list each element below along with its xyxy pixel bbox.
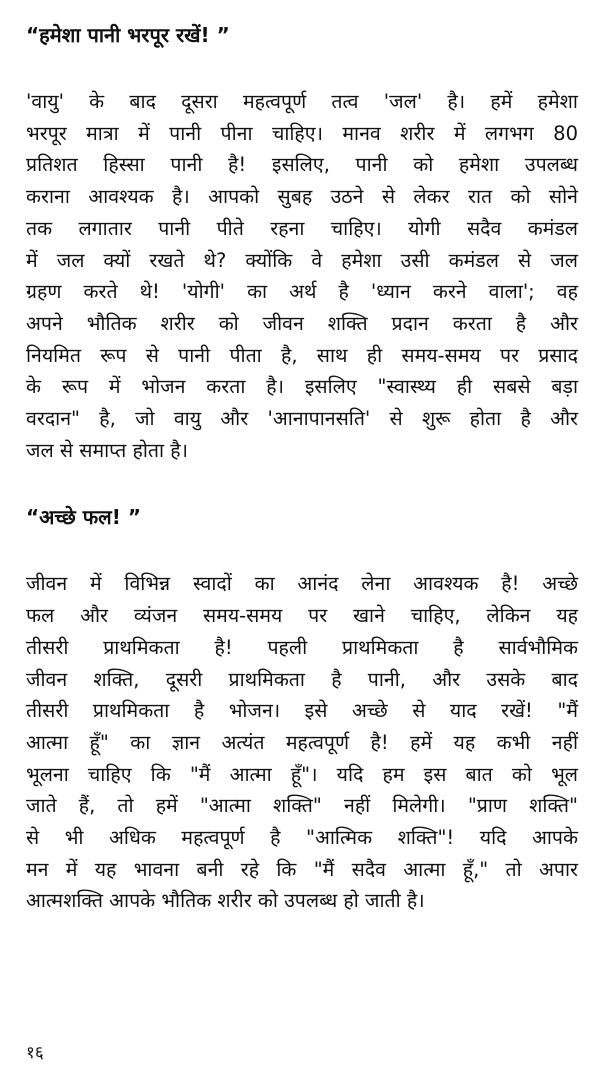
- paragraph-line: तीसरी प्राथमिकता है भोजन। इसे अच्छे से याद रखें! "मैं: [26, 699, 578, 723]
- paragraph-line: जाते हैं, तो हमें "आत्मा शक्ति" नहीं मिलेगी। "प्राण शक्ति": [26, 794, 578, 818]
- paragraph-line: नियमित रूप से पानी पीता है, साथ ही समय-समय पर प्रसाद: [26, 343, 578, 367]
- paragraph-line: तक लगातार पानी पीते रहना चाहिए। योगी सदैव कमंडल: [26, 216, 578, 240]
- paragraph-line: आत्मशक्ति आपके भौतिक शरीर को उपलब्ध हो जाती है।: [26, 889, 425, 913]
- paragraph-line: जल से समाप्त होता है।: [26, 438, 188, 462]
- paragraph-line: आत्मा हूँ" का ज्ञान अत्यंत महत्वपूर्ण है! हमें यह कभी नहीं: [26, 730, 578, 754]
- paragraph-line: अपने भौतिक शरीर को जीवन शक्ति प्रदान करता है और: [26, 311, 578, 335]
- paragraph-fruits: [26, 568, 578, 917]
- paragraph-line: भरपूर मात्रा में पानी पीना चाहिए। मानव शरीर में लगभग 80: [26, 121, 578, 145]
- paragraph-line: के रूप में भोजन करता है। इसलिए "स्वास्थ्य ही सबसे बड़ा: [26, 375, 578, 399]
- section-heading-water: “हमेशा पानी भरपूर रखें! ”: [26, 23, 230, 47]
- paragraph-line: कराना आवश्यक है। आपको सुबह उठने से लेकर रात को सोने: [26, 185, 578, 209]
- paragraph-line: भूलना चाहिए कि "मैं आत्मा हूँ"। यदि हम इस बात को भूल: [26, 762, 578, 786]
- page-number: १६: [26, 1043, 44, 1063]
- section-heading-fruits: “अच्छे फल! ”: [26, 505, 141, 530]
- paragraph-water: [26, 86, 578, 466]
- paragraph-line: 'वायु' के बाद दूसरा महत्वपूर्ण तत्व 'जल' है। हमें हमेशा: [26, 90, 578, 113]
- paragraph-line: में जल क्यों रखते थे? क्योंकि वे हमेशा उसी कमंडल से जल: [26, 248, 578, 272]
- paragraph-line: प्रतिशत हिस्सा पानी है! इसलिए, पानी को हमेशा उपलब्ध: [26, 153, 578, 177]
- paragraph-line: जीवन में विभिन्न स्वादों का आनंद लेना आवश्यक है! अच्छे: [26, 572, 578, 596]
- paragraph-line: तीसरी प्राथमिकता है! पहली प्राथमिकता है सार्वभौमिक: [26, 635, 578, 659]
- paragraph-line: जीवन शक्ति, दूसरी प्राथमिकता है पानी, और उसके बाद: [26, 667, 578, 691]
- paragraph-line: ग्रहण करते थे! 'योगी' का अर्थ है 'ध्यान करने वाला'; वह: [26, 280, 578, 304]
- paragraph-line: से भी अधिक महत्वपूर्ण है "आत्मिक शक्ति"! यदि आपके: [26, 826, 578, 850]
- paragraph-line: फल और व्यंजन समय-समय पर खाने चाहिए, लेकिन यह: [26, 604, 578, 628]
- paragraph-line: मन में यह भावना बनी रहे कि "मैं सदैव आत्मा हूँ," तो अपार: [26, 857, 578, 881]
- paragraph-line: वरदान" है, जो वायु और 'आनापानसति' से शुरू होता है और: [26, 407, 578, 431]
